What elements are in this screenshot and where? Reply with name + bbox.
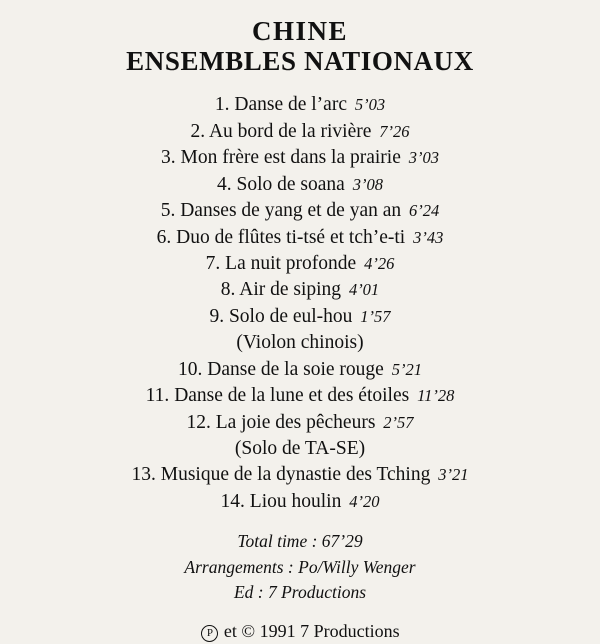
track-title: Danses de yang et de yan an bbox=[180, 200, 402, 222]
phonogram-icon: P bbox=[201, 625, 218, 642]
track-duration: 4’01 bbox=[348, 280, 380, 300]
track-item bbox=[20, 198, 580, 224]
track-number: 1. bbox=[214, 94, 230, 116]
track-item bbox=[20, 410, 580, 436]
track-item bbox=[20, 145, 580, 171]
track-number: 11. bbox=[145, 385, 170, 407]
track-item bbox=[20, 462, 580, 488]
track-item bbox=[20, 383, 580, 409]
album-title-primary: CHINE bbox=[251, 16, 348, 46]
tracklist bbox=[20, 92, 580, 515]
track-number: 8. bbox=[220, 279, 236, 301]
track-title: Au bord de la rivière bbox=[208, 120, 372, 142]
track-item bbox=[20, 92, 580, 118]
track-title: Solo de soana bbox=[236, 173, 345, 195]
track-item bbox=[20, 357, 580, 383]
track-duration: 7’26 bbox=[379, 121, 410, 141]
total-time: Total time : 67’29 bbox=[237, 531, 363, 552]
track-duration: 1’57 bbox=[360, 306, 391, 326]
track-number: 14. bbox=[220, 490, 245, 512]
edition-credit: Ed : 7 Productions bbox=[233, 581, 367, 602]
track-duration: 5’03 bbox=[354, 95, 386, 115]
track-title: Danse de la soie rouge bbox=[207, 358, 384, 380]
track-duration: 4’20 bbox=[349, 491, 380, 511]
track-subtitle: (Violon chinois) bbox=[236, 332, 364, 354]
track-title: Liou houlin bbox=[249, 490, 342, 512]
track-number: 4. bbox=[217, 173, 232, 195]
track-item bbox=[20, 172, 580, 198]
track-duration: 2’57 bbox=[383, 412, 414, 432]
track-item bbox=[20, 304, 580, 330]
copyright-icon: © bbox=[241, 621, 256, 642]
track-title: Solo de eul-hou bbox=[228, 305, 353, 327]
track-duration: 3’43 bbox=[413, 227, 444, 247]
track-title: Danse de l’arc bbox=[234, 94, 347, 116]
track-item bbox=[20, 277, 580, 303]
track-number: 6. bbox=[156, 226, 172, 248]
album-title-secondary: ENSEMBLES NATIONAUX bbox=[126, 46, 474, 77]
album-title-block bbox=[126, 16, 474, 76]
track-number: 13. bbox=[131, 464, 156, 486]
track-duration: 6’24 bbox=[409, 201, 440, 221]
copyright-text: 1991 7 Productions bbox=[259, 621, 400, 642]
track-duration: 3’21 bbox=[438, 465, 469, 485]
track-title: La joie des pêcheurs bbox=[215, 411, 376, 433]
arrangements-credit: Arrangements : Po/Willy Wenger bbox=[184, 556, 416, 577]
track-title: Air de siping bbox=[239, 279, 342, 301]
track-number: 12. bbox=[186, 411, 211, 433]
track-number: 2. bbox=[190, 120, 206, 142]
track-item bbox=[20, 251, 580, 277]
track-item bbox=[20, 225, 580, 251]
track-number: 9. bbox=[209, 305, 225, 327]
copyright-line bbox=[200, 620, 399, 643]
track-number: 3. bbox=[161, 147, 176, 169]
track-duration: 3’03 bbox=[408, 148, 439, 168]
copyright-connector: et bbox=[223, 621, 237, 642]
track-duration: 4’26 bbox=[364, 254, 395, 273]
track-duration: 3’08 bbox=[352, 174, 383, 194]
track-item bbox=[20, 489, 580, 515]
track-title: Mon frère est dans la prairie bbox=[180, 147, 401, 169]
track-number: 7. bbox=[205, 253, 221, 274]
track-duration: 11’28 bbox=[417, 386, 455, 406]
track-subtitle: (Solo de TA-SE) bbox=[234, 437, 366, 459]
track-title: Musique de la dynastie des Tching bbox=[160, 464, 431, 486]
track-title: Danse de la lune et des étoiles bbox=[174, 385, 410, 407]
track-item bbox=[20, 119, 580, 145]
track-duration: 5’21 bbox=[391, 359, 422, 379]
track-number: 5. bbox=[160, 200, 176, 222]
track-title: La nuit profonde bbox=[225, 253, 357, 274]
track-number: 10. bbox=[178, 358, 203, 380]
track-title: Duo de flûtes ti-tsé et tch’e-ti bbox=[176, 226, 406, 248]
